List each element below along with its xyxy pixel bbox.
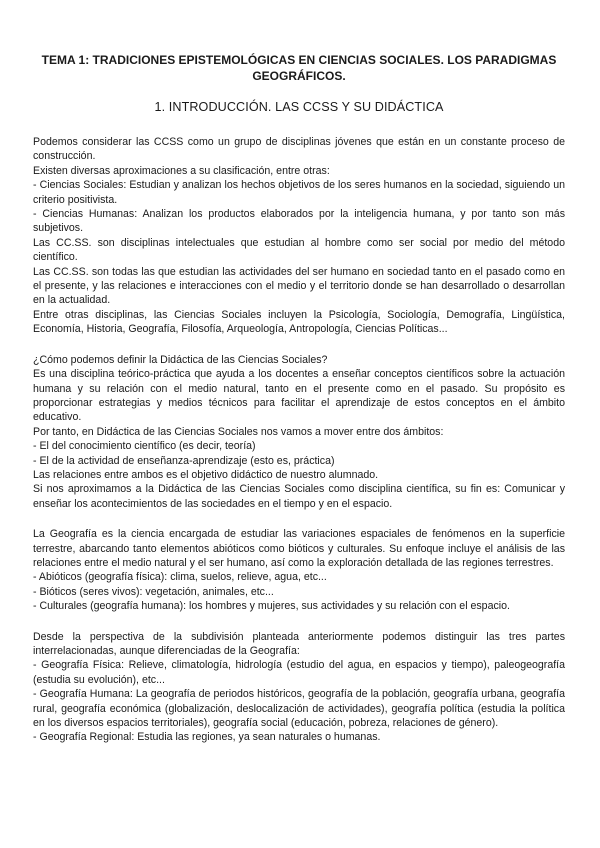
document-page bbox=[33, 52, 565, 745]
subdivision-block bbox=[33, 630, 565, 745]
list-item: - Geografía Regional: Estudia las regiones, ya sean naturales o humanas. bbox=[33, 731, 381, 744]
spacer bbox=[33, 337, 565, 353]
intro-block bbox=[33, 135, 565, 337]
section-heading: 1. INTRODUCCIÓN. LAS CCSS Y SU DIDÁCTICA bbox=[154, 100, 444, 114]
paragraph: Podemos considerar las CCSS como un grupo de disciplinas jóvenes que están en un constante proceso de construcción. bbox=[33, 136, 565, 163]
spacer bbox=[33, 511, 565, 527]
paragraph: Entre otras disciplinas, las Ciencias Sociales incluyen la Psicología, Sociología, Demografía, Lingüística, Economía, Historia, Geografía, Filosofía, Arqueología, Antropología, Ciencias Políticas... bbox=[33, 308, 565, 336]
paragraph: La Geografía es la ciencia encargada de estudiar las variaciones espaciales de fenómenos en la superficie terrestre, abarcando tanto elementos abióticos como bióticos y culturales. Su enfoque incluye el análisis de las relaciones entre el medio natural y el ser humano, así como la exploración detallada de las regiones terrestres. bbox=[33, 528, 565, 569]
paragraph: Las relaciones entre ambos es el objetivo didáctico de nuestro alumnado. bbox=[33, 468, 379, 481]
title-line-1: TEMA 1: TRADICIONES EPISTEMOLÓGICAS EN CIENCIAS SOCIALES. LOS PARADIGMAS bbox=[41, 53, 557, 67]
list-item: - El de la actividad de enseñanza-aprendizaje (esto es, práctica) bbox=[33, 454, 335, 467]
list-item: - Ciencias Humanas: Analizan los productos elaborados por la inteligencia humana, y por tanto son más subjetivos. bbox=[33, 208, 565, 235]
document-title bbox=[33, 52, 565, 84]
list-item: - Bióticos (seres vivos): vegetación, animales, etc... bbox=[33, 585, 274, 598]
list-item: - Culturales (geografía humana): los hombres y mujeres, sus actividades y su relación con el espacio. bbox=[33, 600, 510, 613]
paragraph: Es una disciplina teórico-práctica que ayuda a los docentes a enseñar conceptos científicos sobre la actuación humana y su relación con el medio natural, tanto en el presente como en el pasado. Su propósito es proporcionar estrategias y medios técnicos para facilitar el aprendizaje de estos conceptos en el ámbito educativo. bbox=[33, 368, 565, 424]
title-line-2: GEOGRÁFICOS. bbox=[252, 69, 346, 83]
list-item: - Geografía Humana: La geografía de periodos históricos, geografía de la población, geografía urbana, geografía rural, geografía económica (globalización, deslocalización de actividades), geografía política (estudia la política en los diversos espacios territoriales), geografía social (educación, pobreza, relaciones de género). bbox=[33, 688, 565, 730]
spacer bbox=[33, 614, 565, 630]
question-heading: ¿Cómo podemos definir la Didáctica de las Ciencias Sociales? bbox=[33, 353, 328, 366]
list-item: - Abióticos (geografía física): clima, suelos, relieve, agua, etc... bbox=[33, 571, 327, 584]
list-item: - Ciencias Sociales: Estudian y analizan los hechos objetivos de los seres humanos en la sociedad, siguiendo un criterio positivista. bbox=[33, 179, 565, 206]
paragraph: Si nos aproximamos a la Didáctica de las Ciencias Sociales como disciplina científica, su fin es: Comunicar y enseñar los acontecimientos de las sociedades en el tiempo y en el espacio. bbox=[33, 483, 565, 510]
paragraph: Desde la perspectiva de la subdivisión planteada anteriormente podemos distinguir las tres partes interrelacionadas, aunque diferenciadas de la Geografía: bbox=[33, 630, 565, 657]
paragraph: Por tanto, en Didáctica de las Ciencias Sociales nos vamos a mover entre dos ámbitos: bbox=[33, 425, 444, 438]
list-item: - El del conocimiento científico (es decir, teoría) bbox=[33, 440, 256, 453]
paragraph: Las CC.SS. son disciplinas intelectuales que estudian al hombre como ser social por medio del método científico. bbox=[33, 236, 565, 264]
didactics-block bbox=[33, 353, 565, 511]
geography-block bbox=[33, 527, 565, 613]
paragraph: Las CC.SS. son todas las que estudian las actividades del ser humano en sociedad tanto en el pasado como en el presente, y las relaciones e interacciones con el medio y el territorio donde se han desarrollado o desarrollan en la actualidad. bbox=[33, 265, 565, 307]
list-item: - Geografía Física: Relieve, climatología, hidrología (estudio del agua, en espacios y tiempo), paleogeografía (estudia su evolución), etc... bbox=[33, 659, 565, 686]
paragraph: Existen diversas aproximaciones a su clasificación, entre otras: bbox=[33, 164, 330, 177]
